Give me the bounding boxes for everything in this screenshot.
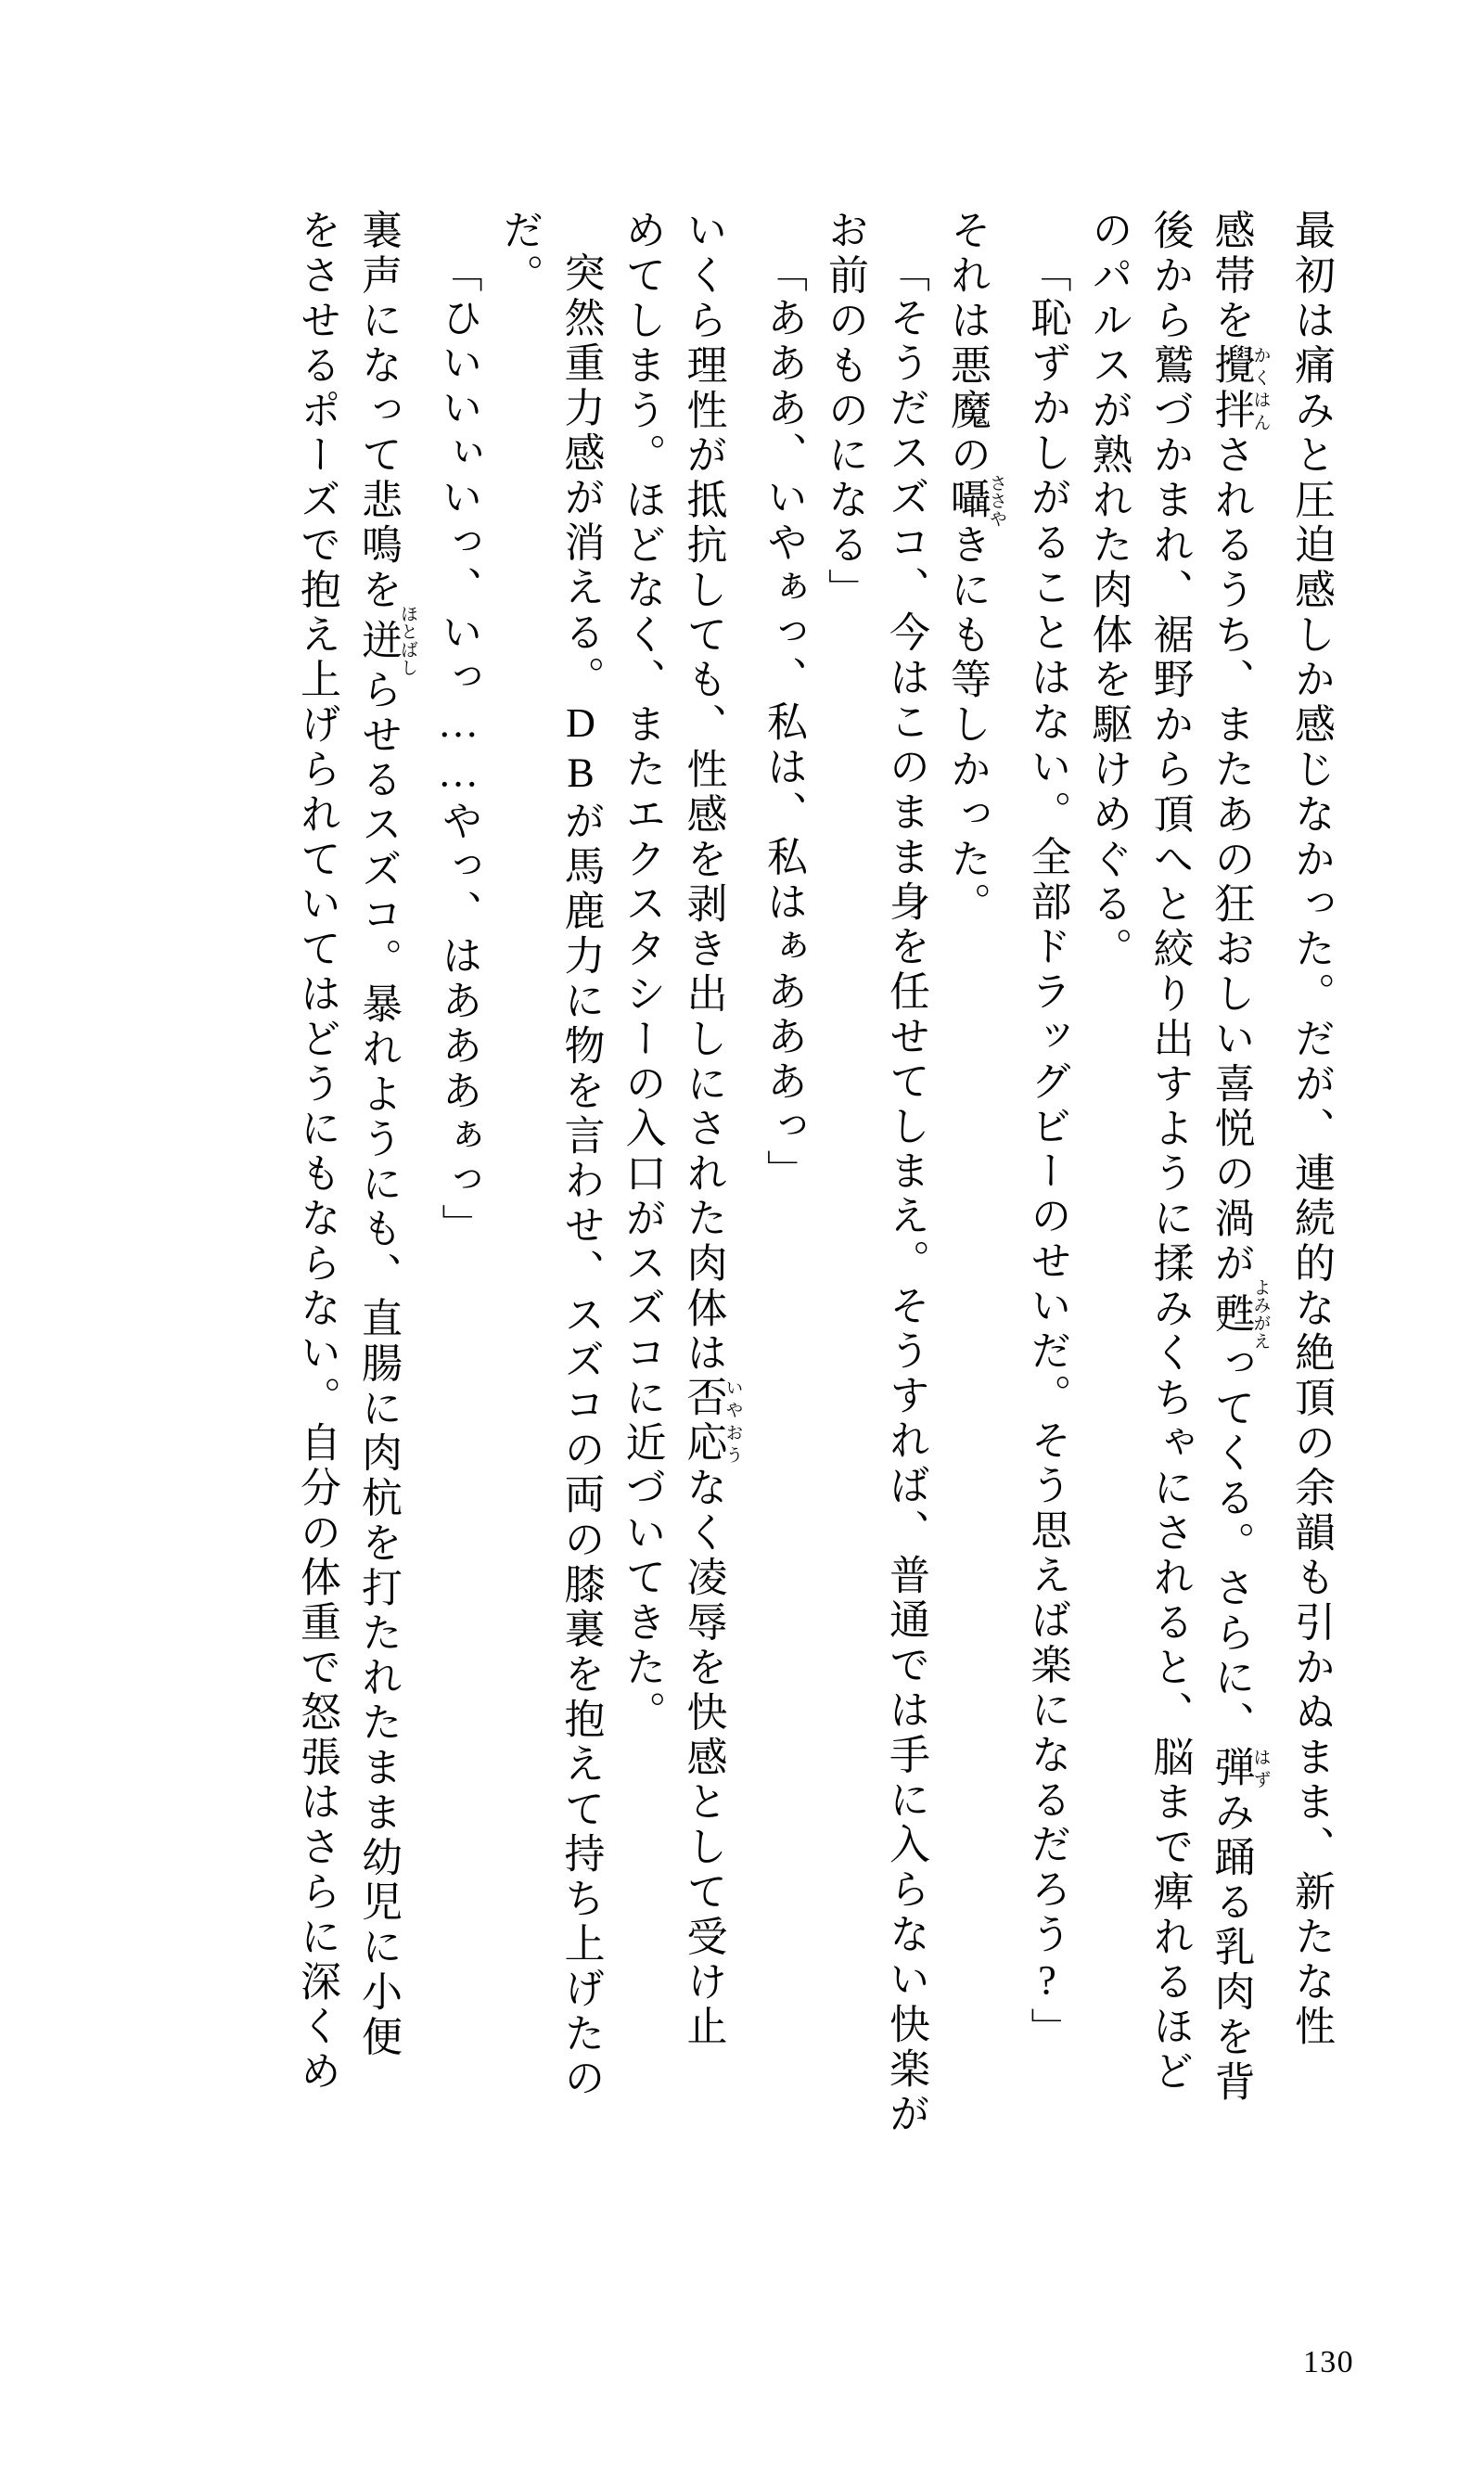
text-line: 後から鷲づかまれ、裾野から頂へと絞り出すように揉みくちゃにされると、脳まで痺れるほど xyxy=(1146,209,1193,2095)
text-line: いくら理性が抵抗しても、性感を剥き出しにされた肉体は否応いやおうなく凌辱を快感として受け止 xyxy=(680,209,743,2050)
body-text xyxy=(190,209,1334,2231)
text-line: 突然重力感が消える。DBが馬鹿力に物を言わせ、スズコの両の膝裏を抱えて持ち上げたの xyxy=(557,251,604,2102)
text-line: 「恥ずかしがることはない。全部ドラッグビーのせいだ。そう思えば楽になるだろう?」 xyxy=(1024,251,1070,2052)
page-number: 130 xyxy=(1302,2345,1354,2379)
text-line: 裏声になって悲鳴を迸ほとばしらせるスズコ。暴れようにも、直腸に肉杭を打たれたまま幼児に小便 xyxy=(355,209,417,2060)
text-line: 最初は痛みと圧迫感しか感じなかった。だが、連続的な絶頂の余韻も引かぬまま、新たな性 xyxy=(1288,209,1334,2050)
text-line: をさせるポーズで抱え上げられていてはどうにもならない。自分の体重で怒張はさらに深くめ xyxy=(294,209,339,2095)
text-line: のパルスが熟れた肉体を駆けめぐる。 xyxy=(1085,209,1132,972)
text-line: お前のものになる」 xyxy=(822,209,867,613)
text-line: 感帯を攪拌かくはんされるうち、またあの狂おしい喜悦の渦が甦よみがえってくる。さらに、弾はずみ踊る乳肉を背 xyxy=(1208,209,1271,2105)
text-line: 「そうだスズコ、今はこのまま身を任せてしまえ。そうすれば、普通では手に入らない快楽が xyxy=(883,251,928,2137)
text-line: めてしまう。ほどなく、またエクスタシーの入口がスズコに近づいてきた。 xyxy=(619,209,665,1736)
text-line: だ。 xyxy=(496,209,543,299)
text-line: 「あああ、いやぁっ、私は、私はぁあああっ」 xyxy=(761,251,806,1195)
text-line: それは悪魔の囁ささやきにも等しかった。 xyxy=(944,209,1006,928)
text-line: 「ひいいぃいっ、いっ……やっ、はあああぁっ」 xyxy=(435,251,481,1249)
